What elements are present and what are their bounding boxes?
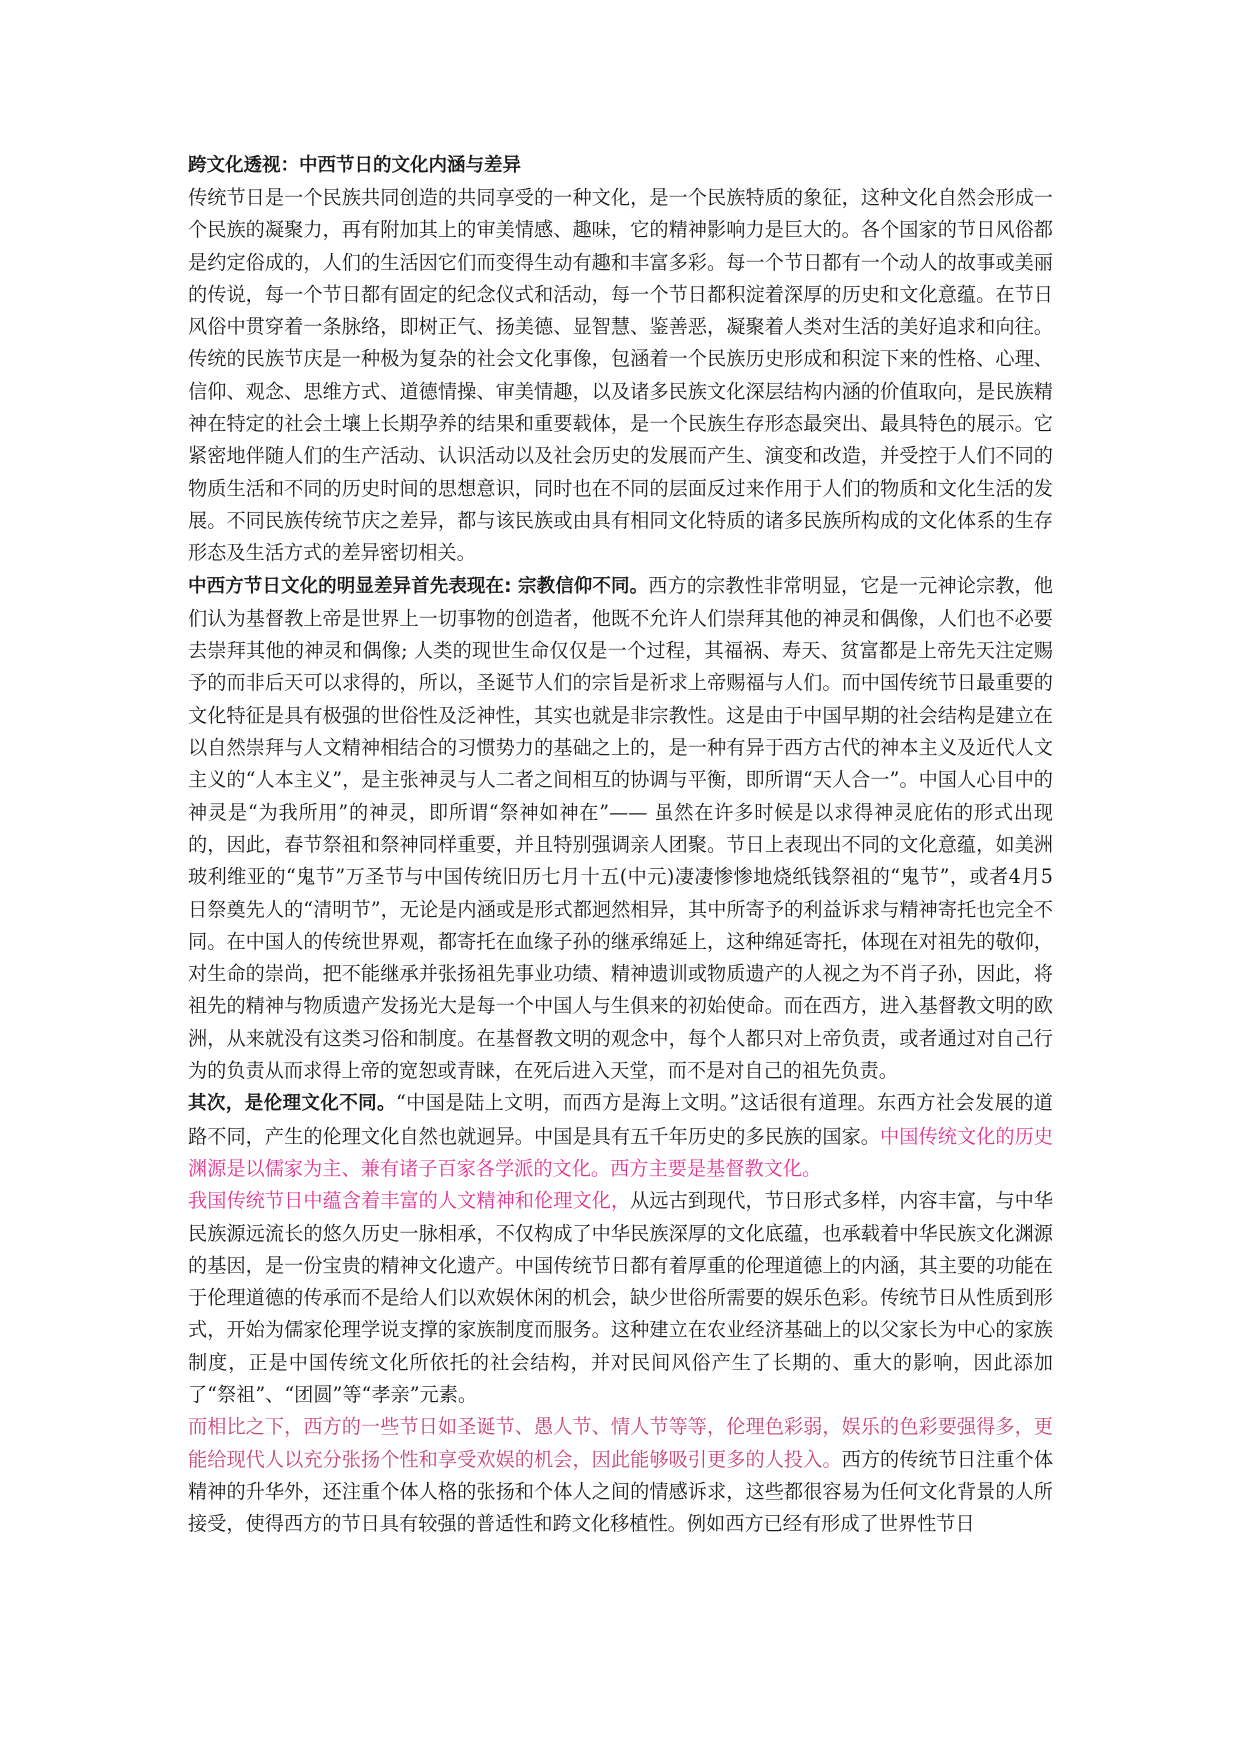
paragraph-lead-bold: 其次，是伦理文化不同。: [188, 1093, 396, 1115]
paragraph-highlight: 我国传统节日中蕴含着丰富的人文精神和伦理文化，: [188, 1189, 631, 1213]
paragraph-ethics: [188, 1087, 1053, 1185]
paragraph-religion: [188, 570, 1053, 1088]
paragraph-text: 西方的宗教性非常明显，它是一元神论宗教，他们认为基督教上帝是世界上一切事物的创造者，他既不允许人们崇拜其他的神灵和偶像，人们也不必要去崇拜其他的神灵和偶像; 人类的现世生命仅仅是一个过程，其福祸、寿天、贫富都是上帝先天注定赐予的而非后天可以求得的，所以，圣诞节人们的宗旨是祈求上帝赐福与人们。而中国传统节日最重要的文化特征是具有极强的世俗性及泛神性，其实也就是非宗教性。这是由于中国早期的社会结构是建立在以自然崇拜与人文精神相结合的习惯势力的基础之上的，是一种有异于西方古代的神本主义及近代人文主义的“人本主义”，是主张神灵与人二者之间相互的协调与平衡，即所谓“天人合一”。中国人心目中的神灵是“为我所用”的神灵，即所谓“祭神如神在”—— 虽然在许多时候是以求得神灵庇佑的形式出现的，因此，春节祭祖和祭神同样重要，并且特别强调亲人团聚。节日上表现出不同的文化意蕴，如美洲玻利维亚的“鬼节”万圣节与中国传统旧历七月十五(中元)凄凄惨惨地烧纸钱祭祖的“鬼节”，或者4月5日祭奠先人的“清明节”，无论是内涵或是形式都迥然相异，其中所寄予的利益诉求与精神寄托也完全不同。在中国人的传统世界观，都寄托在血缘子孙的继承绵延上，这种绵延寄托，体现在对祖先的敬仰，对生命的崇尚，把不能继承并张扬祖先事业功绩、精神遗训或物质遗产的人视之为不肖子孙，因此，将祖先的精神与物质遗产发扬光大是每一个中国人与生俱来的初始使命。而在西方，进入基督教文明的欧洲，从来就没有这类习俗和制度。在基督教文明的观念中，每个人都只对上帝负责，或者通过对自己行为的负责从而求得上帝的宽恕或青睐，在死后进入天堂，而不是对自己的祖先负责。: [188, 573, 1053, 1083]
paragraph-text: 从远古到现代，节日形式多样，内容丰富，与中华民族源远流长的悠久历史一脉相承，不仅构成了中华民族深厚的文化底蕴，也承载着中华民族文化渊源的基因，是一份宝贵的精神文化遗产。中国传统节日都有着厚重的伦理道德上的内涵，其主要的功能在于伦理道德的传承而不是给人们以欢娱休闲的机会，缺少世俗所需要的娱乐色彩。传统节日从性质到形式，开始为儒家伦理学说支撑的家族制度而服务。这种建立在农业经济基础上的以父家长为中心的家族制度，正是中国传统文化所依托的社会结构，并对民间风俗产生了长期的、重大的影响，因此添加了“祭祖”、“团圆”等“孝亲”元素。: [188, 1189, 1054, 1406]
paragraph-text: 西方的传统节日注重个体精神的升华外，还注重个体人格的张扬和个体人之间的情感诉求，这些都很容易为任何文化背景的人所接受，使得西方的节日具有较强的普适性和跨文化移植性。例如西方已经有形成了世界性节日: [188, 1447, 1054, 1536]
paragraph-lead-bold: 中西方节日文化的明显差异首先表现在: 宗教信仰不同。: [188, 575, 649, 597]
paragraph-highlight: 而相比之下，西方的一些节日如圣诞节、愚人节、情人节等等，伦理色彩弱，娱乐的色彩要强得多，更能给现代人以充分张扬个性和享受欢娱的机会，因此能够吸引更多的人投入。: [188, 1415, 1053, 1471]
paragraph-intro: [188, 182, 1053, 570]
paragraph-western-festivals: [188, 1411, 1053, 1540]
document-page: [188, 150, 1053, 1540]
paragraph-text: 传统节日是一个民族共同创造的共同享受的一种文化，是一个民族特质的象征，这种文化自然会形成一个民族的凝聚力，再有附加其上的审美情感、趣味，它的精神影响力是巨大的。各个国家的节日风俗都是约定俗成的，人们的生活因它们而变得生动有趣和丰富多彩。每一个节日都有一个动人的故事或美丽的传说，每一个节日都有固定的纪念仪式和活动，每一个节日都积淀着深厚的历史和文化意蕴。在节日风俗中贯穿着一条脉络，即树正气、扬美德、显智慧、鉴善恶，凝聚着人类对生活的美好追求和向往。传统的民族节庆是一种极为复杂的社会文化事像，包涵着一个民族历史形成和积淀下来的性格、心理、信仰、观念、思维方式、道德情操、审美情趣，以及诸多民族文化深层结构内涵的价值取向，是民族精神在特定的社会土壤上长期孕养的结果和重要载体，是一个民族生存形态最突出、最具特色的展示。它紧密地伴随人们的生产活动、认识活动以及社会历史的发展而产生、演变和改造，并受控于人们不同的物质生活和不同的历史时间的思想意识，同时也在不同的层面反过来作用于人们的物质和文化生活的发展。不同民族传统节庆之差异，都与该民族或由具有相同文化特质的诸多民族所构成的文化体系的生存形态及生活方式的差异密切相关。: [188, 186, 1053, 565]
document-title: 跨文化透视：中西节日的文化内涵与差异: [188, 155, 522, 176]
paragraph-highlight: 中国传统文化的历史渊源是以儒家为主、兼有诸子百家各学派的文化。西方主要是基督教文化。: [188, 1124, 1054, 1180]
paragraph-chinese-festivals: [188, 1185, 1053, 1411]
paragraph-text: “中国是陆上文明，而西方是海上文明。”这话很有道理。东西方社会发展的道路不同，产生的伦理文化自然也就迥异。中国是具有五千年历史的多民族的国家。: [188, 1091, 1053, 1148]
